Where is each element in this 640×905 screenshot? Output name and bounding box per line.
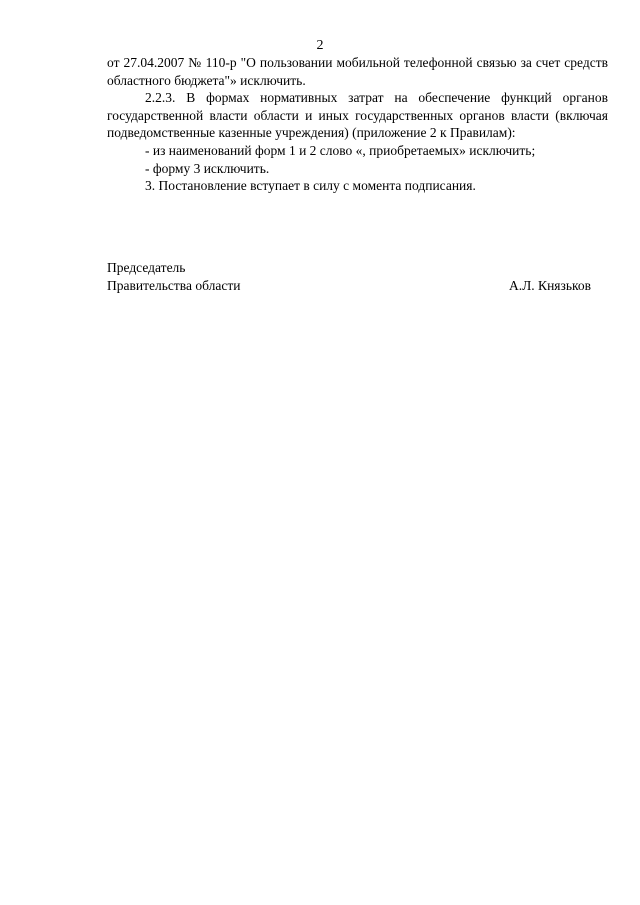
document-body xyxy=(107,54,608,195)
paragraph-bullet-form-3: - форму 3 исключить. xyxy=(145,160,270,176)
signer-name: А.Л. Князьков xyxy=(509,277,591,293)
signer-position-line2: Правительства области xyxy=(107,277,241,293)
paragraph-item-3: 3. Постановление вступает в силу с момента подписания. xyxy=(145,178,476,194)
signer-position-line1: Председатель xyxy=(107,260,186,275)
page-number: 2 xyxy=(316,38,324,53)
paragraph-item-2-2-3: 2.2.3. В формах нормативных затрат на обеспечение функций органов государственной власти области и иных государственных органов власти (включая подведомственные казенные учреждения) (приложение 2 к Правилам): xyxy=(107,90,608,141)
signature-block xyxy=(107,259,591,294)
signature-row xyxy=(107,277,591,295)
paragraph-bullet-forms-1-2: - из наименований форм 1 и 2 слово «, приобретаемых» исключить; xyxy=(145,142,536,158)
paragraph-continuation: от 27.04.2007 № 110-р "О пользовании мобильной телефонной связью за счет средств областного бюджета"» исключить. xyxy=(107,55,608,88)
